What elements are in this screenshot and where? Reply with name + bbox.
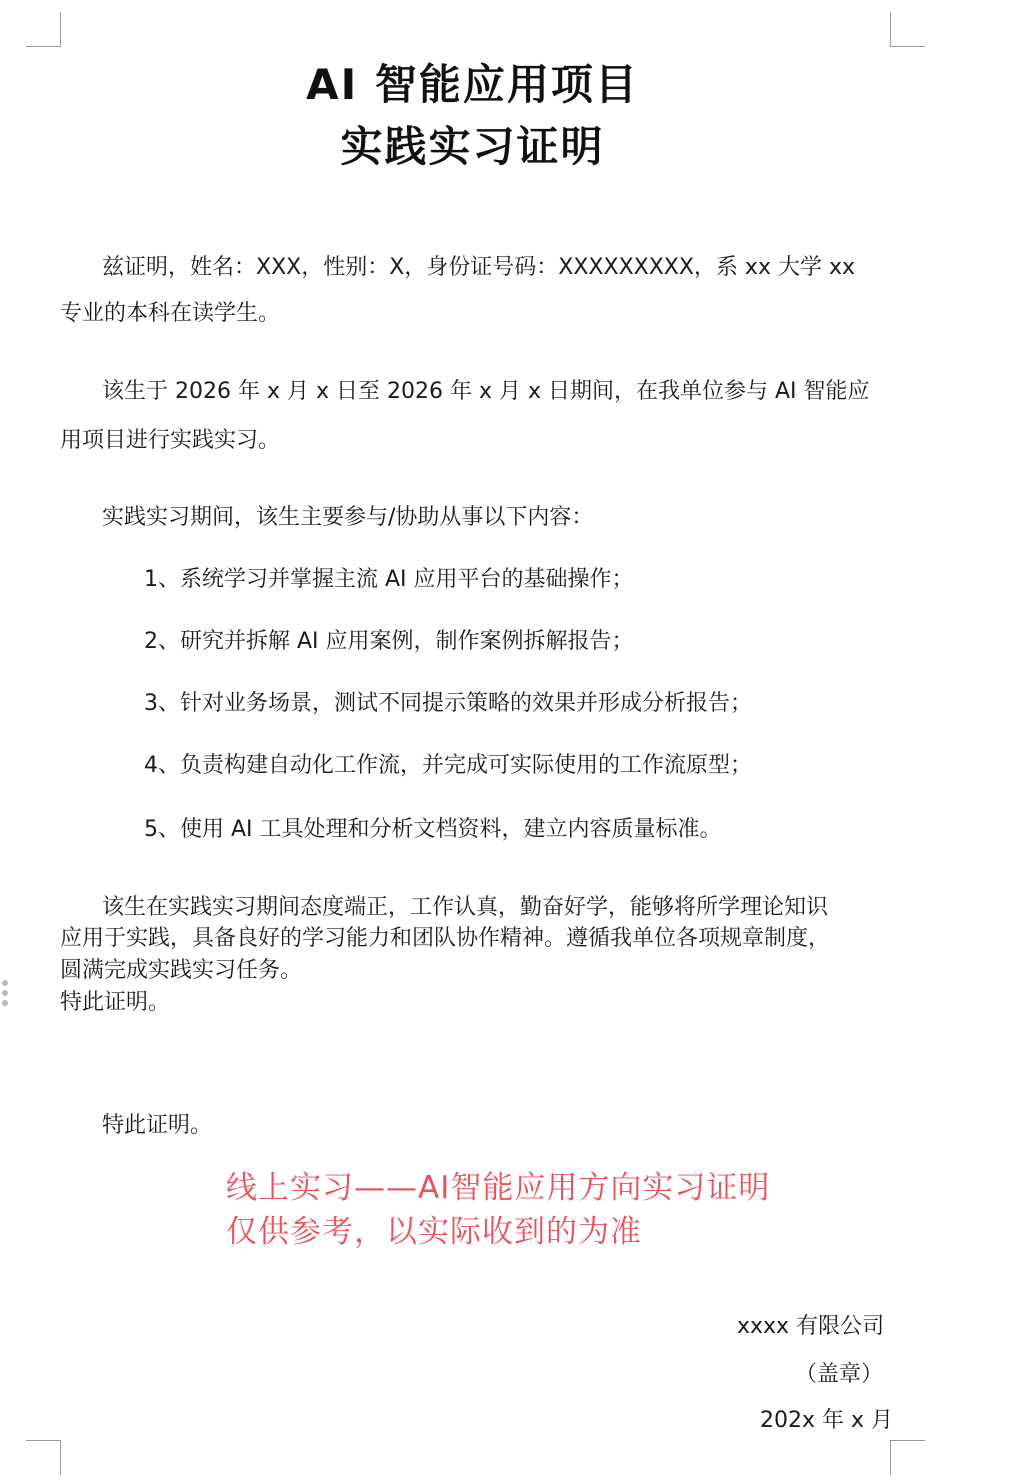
document-title: AI 智能应用项目 (306, 60, 639, 109)
para1-line1: 兹证明，姓名：XXX，性别：X，身份证号码：XXXXXXXXX，系 xx 大学 xx (102, 255, 855, 280)
evaluation-line3: 圆满完成实践实习任务。 (60, 958, 303, 983)
drag-handle-icon[interactable] (2, 980, 10, 1010)
list-item: 2、研究并拆解 AI 应用案例，制作案例拆解报告； (144, 629, 634, 654)
crop-mark-top-left (26, 12, 61, 47)
watermark-line2: 仅供参考，以实际收到的为准 (226, 1214, 642, 1250)
evaluation-line2: 应用于实践，具备良好的学习能力和团队协作精神。遵循我单位各项规章制度， (60, 926, 831, 951)
evaluation-line4: 特此证明。 (60, 990, 171, 1015)
para2-line2: 用项目进行实践实习。 (60, 428, 281, 453)
list-item: 1、系统学习并掌握主流 AI 应用平台的基础操作； (144, 567, 634, 592)
list-item: 4、负责构建自动化工作流，并完成可实际使用的工作流原型； (144, 753, 752, 778)
closing-statement: 特此证明。 (102, 1113, 213, 1138)
document-subtitle: 实践实习证明 (340, 122, 605, 171)
crop-mark-top-right (890, 12, 925, 47)
para2-line1: 该生于 2026 年 x 月 x 日至 2026 年 x 月 x 日期间，在我单位参与 AI 智能应 (102, 379, 870, 404)
list-item: 3、针对业务场景，测试不同提示策略的效果并形成分析报告； (144, 691, 752, 716)
signature-seal: （盖章） (795, 1362, 884, 1387)
watermark-line1: 线上实习——AI智能应用方向实习证明 (226, 1170, 771, 1206)
evaluation-line1: 该生在实践实习期间态度端正，工作认真，勤奋好学，能够将所学理论知识 (102, 895, 829, 920)
para1-line2: 专业的本科在读学生。 (60, 301, 281, 326)
para3-intro: 实践实习期间，该生主要参与/协助从事以下内容： (102, 505, 594, 530)
signature-company: xxxx 有限公司 (737, 1314, 885, 1339)
crop-mark-bottom-right (890, 1440, 925, 1475)
list-item: 5、使用 AI 工具处理和分析文档资料，建立内容质量标准。 (144, 817, 722, 842)
crop-mark-bottom-left (26, 1440, 61, 1475)
signature-date: 202x 年 x 月 (760, 1408, 894, 1433)
